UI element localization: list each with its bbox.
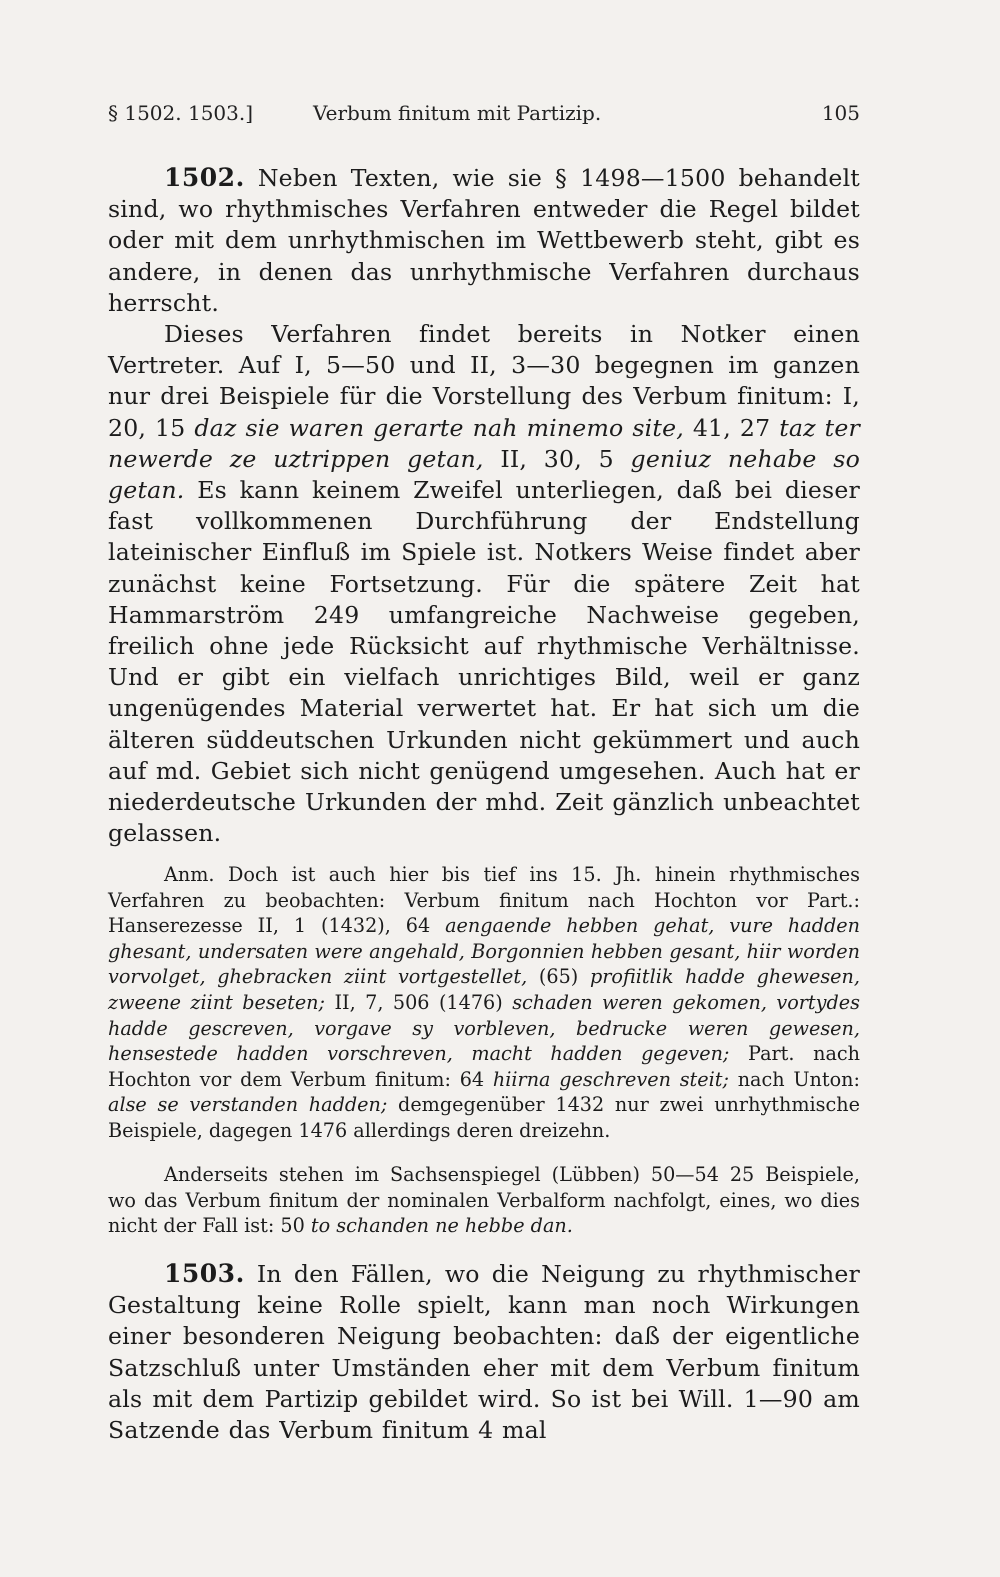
paragraph-1502-1-text: Neben Texten, wie sie § 1498—1500 behandelt sind, wo rhythmisches Verfahren entweder die Regel bildet oder mit dem unrhythmischen im Wettbewerb steht, gibt es andere, in denen das unrhythmische Verfahren durchaus herrscht. — [108, 164, 860, 317]
annotation-paragraph-2 — [108, 1162, 860, 1239]
annotation-text: (65) — [538, 965, 579, 989]
citation: II, 30, 5 — [500, 444, 614, 473]
quotation: daz sie waren gerarte nah minemo site, — [194, 413, 684, 442]
paragraph-1502-1 — [108, 162, 860, 319]
annotation-paragraph — [108, 862, 860, 1144]
section-1502 — [108, 162, 860, 849]
paragraph-text: Es kann keinem Zweifel unterliegen, daß bei dieser fast vollkommenen Durchführung der Endstellung lateinischer Einfluß im Spiele ist. Notkers Weise findet aber zunächst keine Fortsetzung. Für die spätere Zeit hat Hammarström 249 umfangreiche Nachweise gegeben, freilich ohne jede Rücksicht auf rhythmische Verhältnisse. Und er gibt ein vielfach unrichtiges Bild, weil er ganz ungenügendes Material verwertet hat. Er hat sich um die älteren süddeutschen Urkunden nicht gekümmert und auch auf md. Gebiet sich nicht genügend umgesehen. Auch hat er niederdeutsche Urkunden der mhd. Zeit gänzlich unbeachtet gelassen. — [108, 476, 860, 848]
annotation-text: Doch ist auch hier bis tief ins 15. Jh. hinein rhythmisches Verfahren zu beobachten: Verbum finitum nach Hochton vor Part.: Hanserezesse II, 1 (1432), 64 — [108, 863, 860, 938]
quotation: aengaende hebben gehat, vure hadden ghesant, undersaten were angehald, Borgonnien hebben gesant, hiir worden vorvolget, ghebracken ziint vortgestellet, — [108, 914, 861, 989]
annotation-note-2 — [108, 1162, 860, 1239]
section-number-1503: 1503. — [164, 1259, 245, 1288]
paragraph-1502-2 — [108, 319, 860, 849]
quotation: to schanden ne hebbe dan. — [310, 1214, 573, 1238]
annotation-text: Anderseits stehen im Sachsenspiegel (Lübben) 50—54 25 Beispiele, wo das Verbum finitum der nominalen Verbalform nachfolgt, eines, wo dies nicht der Fall ist: 50 — [108, 1163, 860, 1238]
paragraph-text: Dieses Verfahren findet bereits in Notker einen Vertreter. Auf I, 5—50 und II, 3—30 begegnen im ganzen nur drei Beispiele für die Vorstellung des Verbum finitum: I, 20, 15 — [108, 320, 860, 442]
annotation-note — [108, 862, 860, 1144]
annotation-text: demgegenüber 1432 nur zwei unrhythmische Beispiele, dagegen 1476 allerdings deren dreizehn. — [108, 1093, 860, 1142]
quotation: alse se verstanden hadden; — [108, 1093, 388, 1117]
quotation: profiitlik hadde ghewesen, zweene ziint beseten; — [108, 965, 860, 1014]
paragraph-1503-1-text: In den Fällen, wo die Neigung zu rhythmischer Gestaltung keine Rolle spielt, kann man noch Wirkungen einer besonderen Neigung beobachten: daß der eigentliche Satzschluß unter Umständen eher mit dem Verbum finitum als mit dem Partizip gebildet wird. So ist bei Will. 1—90 am Satzende das Verbum finitum 4 mal — [108, 1260, 861, 1445]
section-number-1502: 1502. — [164, 163, 245, 192]
annotation-label: Anm. — [164, 863, 215, 886]
annotation-text: nach Unton: — [737, 1067, 860, 1091]
quotation: taz ter newerde ze uztrippen getan, — [108, 413, 861, 473]
header-title: Verbum finitum mit Partizip. — [313, 101, 602, 125]
section-1503 — [108, 1258, 860, 1446]
quotation: hiirna geschreven steit; — [492, 1067, 729, 1091]
header-section-range: § 1502. 1503.] — [108, 101, 254, 125]
quotation: schaden weren gekomen, vortydes hadde gescreven, vorgave sy vorbleven, bedrucke weren gewesen, hensestede hadden vorschreven, macht hadden gegeven; — [108, 990, 860, 1066]
page-number: 105 — [821, 101, 860, 125]
annotation-text: Part. nach Hochton vor dem Verbum finitum: 64 — [108, 1042, 860, 1091]
citation: 41, 27 — [692, 413, 771, 442]
annotation-text: II, 7, 506 (1476) — [334, 990, 503, 1014]
quotation: geniuz nehabe so getan. — [108, 444, 861, 505]
paragraph-1503-1 — [108, 1258, 860, 1446]
